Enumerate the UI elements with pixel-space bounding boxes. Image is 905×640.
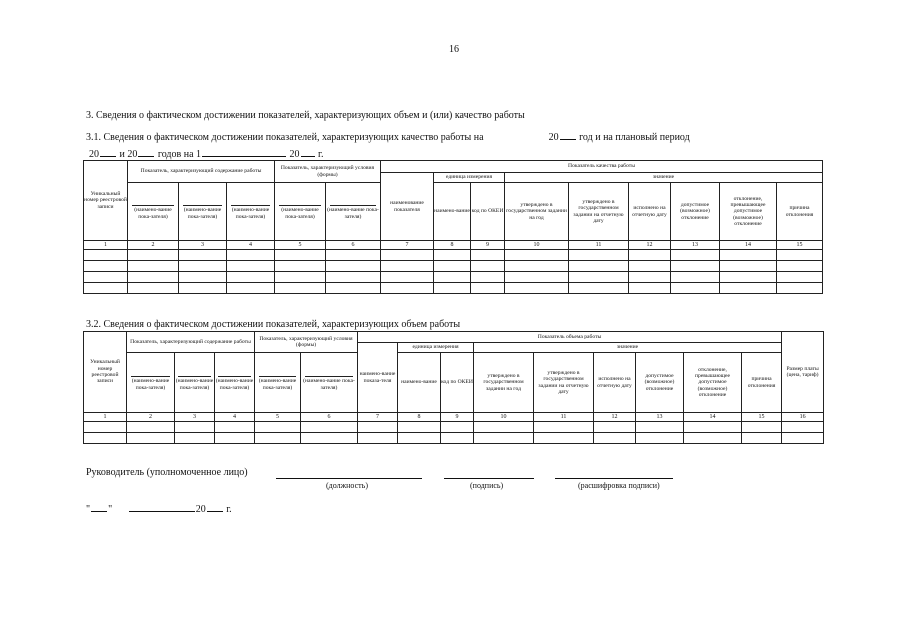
col-num: 8 (398, 413, 441, 422)
col-num: 8 (434, 241, 471, 250)
year-suffix: год и на плановый период (579, 132, 690, 143)
col-num: 3 (175, 413, 215, 422)
col-num: 7 (358, 413, 398, 422)
col-num: 15 (777, 241, 823, 250)
month-blank[interactable] (129, 502, 195, 512)
section-3-1-title: 3.1. Сведения о фактическом достижении показателей, характеризующих качество работы на (86, 132, 484, 143)
table-row (84, 261, 823, 272)
table-row (84, 272, 823, 283)
header-content: Показатель, характеризующий содержание работы (127, 332, 255, 353)
col-num: 5 (275, 241, 326, 250)
header-conditions: Показатель, характеризующий условия (формы) (255, 332, 358, 353)
decode-line[interactable] (555, 478, 673, 479)
col-num: 3 (179, 241, 227, 250)
date-blank[interactable] (202, 147, 286, 157)
header-executed: исполнено на отчетную дату (594, 353, 636, 413)
header-reason: причина отклонения (742, 353, 782, 413)
date-line (86, 502, 232, 515)
quality-table (83, 160, 823, 294)
signature-caption: (подпись) (470, 481, 504, 490)
sub-conditions-2: (наимено-вание пока-зателя) (326, 183, 381, 241)
col-num: 12 (629, 241, 671, 250)
header-exceed: отклонение, превышающее допустимое (возможное) отклонение (720, 183, 777, 241)
col-num: 2 (128, 241, 179, 250)
header-value: значение (505, 173, 823, 183)
header-unit-name: наимено-вание (434, 183, 471, 241)
header-okei: код по ОКЕИ (441, 353, 474, 413)
header-conditions: Показатель, характеризующий условия (формы) (275, 161, 381, 183)
header-okei: код по ОКЕИ (471, 183, 505, 241)
table-row (84, 433, 824, 444)
col-num: 12 (594, 413, 636, 422)
table-row (84, 283, 823, 294)
header-value: значение (474, 343, 782, 353)
section-3-1-line-1 (86, 130, 690, 143)
col-num: 5 (255, 413, 301, 422)
header-exceed: отклонение, превышающее допустимое (возможное) отклонение (684, 353, 742, 413)
sub-content-1: (наимено-вание пока-зателя) (128, 183, 179, 241)
header-unit-name: наимено-вание (398, 353, 441, 413)
col-num: 6 (326, 241, 381, 250)
header-reason: причина отклонения (777, 183, 823, 241)
col-num: 10 (505, 241, 569, 250)
col-num: 9 (441, 413, 474, 422)
col-num: 11 (534, 413, 594, 422)
sub-conditions-1: (наимено-вание пока-зателя) (255, 353, 301, 413)
date-year-prefix: 20 (289, 149, 300, 160)
col-num: 16 (782, 413, 824, 422)
year-prefix: 20 (195, 504, 206, 515)
sub-content-3: (наимено-вание пока-зателя) (227, 183, 275, 241)
col-num: 9 (471, 241, 505, 250)
section-3-title: 3. Сведения о фактическом достижении показателей, характеризующих объем и (или) качество работы (86, 110, 525, 121)
header-unit: единица измерения (434, 173, 505, 183)
table-row (84, 250, 823, 261)
volume-table (83, 331, 824, 444)
quote-close: " (108, 504, 113, 515)
header-approved-date: утверждено в государственном задании на отчетную дату (569, 183, 629, 241)
header-approved-year: утверждено в государственном задании на год (505, 183, 569, 241)
header-unique-number: Уникальный номер реестровой записи (84, 161, 128, 241)
header-executed: исполнено на отчетную дату (629, 183, 671, 241)
page-number: 16 (449, 44, 459, 55)
period-year-1-prefix: 20 (89, 149, 99, 160)
col-num: 11 (569, 241, 629, 250)
col-num: 1 (84, 413, 127, 422)
sub-conditions-2: (наимено-вание пока-зателя) (301, 353, 358, 413)
sub-content-3: (наимено-вание пока-зателя) (215, 353, 255, 413)
table-row (84, 422, 824, 433)
sub-conditions-1: (наимено-вание пока-зателя) (275, 183, 326, 241)
year-blank[interactable] (207, 502, 223, 512)
header-approved-year: утверждено в государственном задании на год (474, 353, 534, 413)
header-allowed: допустимое (возможное) отклонение (636, 353, 684, 413)
col-num: 14 (720, 241, 777, 250)
section-3-2-title: 3.2. Сведения о фактическом достижении показателей, характеризующих объем работы (86, 319, 461, 330)
period-year-2-blank[interactable] (138, 147, 154, 157)
header-approved-date: утверждено в государственном задании на отчетную дату (534, 353, 594, 413)
day-blank[interactable] (91, 502, 107, 512)
sub-content-2: (наимено-вание пока-зателя) (179, 183, 227, 241)
period-year-2-prefix: и 20 (119, 149, 138, 160)
header-unique-number: Уникальный номер реестровой записи (84, 332, 127, 413)
col-num: 2 (127, 413, 175, 422)
date-year-suffix: г. (318, 149, 324, 160)
col-num: 13 (671, 241, 720, 250)
section-3-1-line-2 (89, 147, 324, 160)
header-indicator-name: наименование показателя (381, 173, 434, 241)
decode-caption: (расшифровка подписи) (578, 481, 660, 490)
quote-open: " (86, 504, 91, 515)
date-year-blank[interactable] (301, 147, 315, 157)
col-num: 6 (301, 413, 358, 422)
header-volume: Показатель объема работы (358, 332, 782, 343)
header-quality: Показатель качества работы (381, 161, 823, 173)
col-num: 4 (215, 413, 255, 422)
col-num: 10 (474, 413, 534, 422)
head-label: Руководитель (уполномоченное лицо) (86, 467, 248, 478)
header-fee: Размер платы (цена, тариф) (782, 332, 824, 413)
col-num: 15 (742, 413, 782, 422)
signature-line[interactable] (444, 478, 534, 479)
col-num: 14 (684, 413, 742, 422)
col-num: 13 (636, 413, 684, 422)
header-unit: единица измерения (398, 343, 474, 353)
header-content: Показатель, характеризующий содержание работы (128, 161, 275, 183)
position-caption: (должность) (326, 481, 368, 490)
col-num: 7 (381, 241, 434, 250)
date-prefix: годов на 1 (157, 149, 202, 160)
col-num: 4 (227, 241, 275, 250)
header-allowed: допустимое (возможное) отклонение (671, 183, 720, 241)
sub-content-1: (наимено-вание пока-зателя) (127, 353, 175, 413)
year-prefix: 20 (548, 132, 559, 143)
col-num: 1 (84, 241, 128, 250)
sub-content-2: (наимено-вание пока-зателя) (175, 353, 215, 413)
year-blank[interactable] (560, 130, 576, 140)
header-indicator-name: наимено-вание показа-теля (358, 343, 398, 413)
number-row (84, 413, 824, 422)
period-year-1-blank[interactable] (100, 147, 116, 157)
year-suffix: г. (226, 504, 232, 515)
number-row (84, 241, 823, 250)
position-line[interactable] (276, 478, 422, 479)
